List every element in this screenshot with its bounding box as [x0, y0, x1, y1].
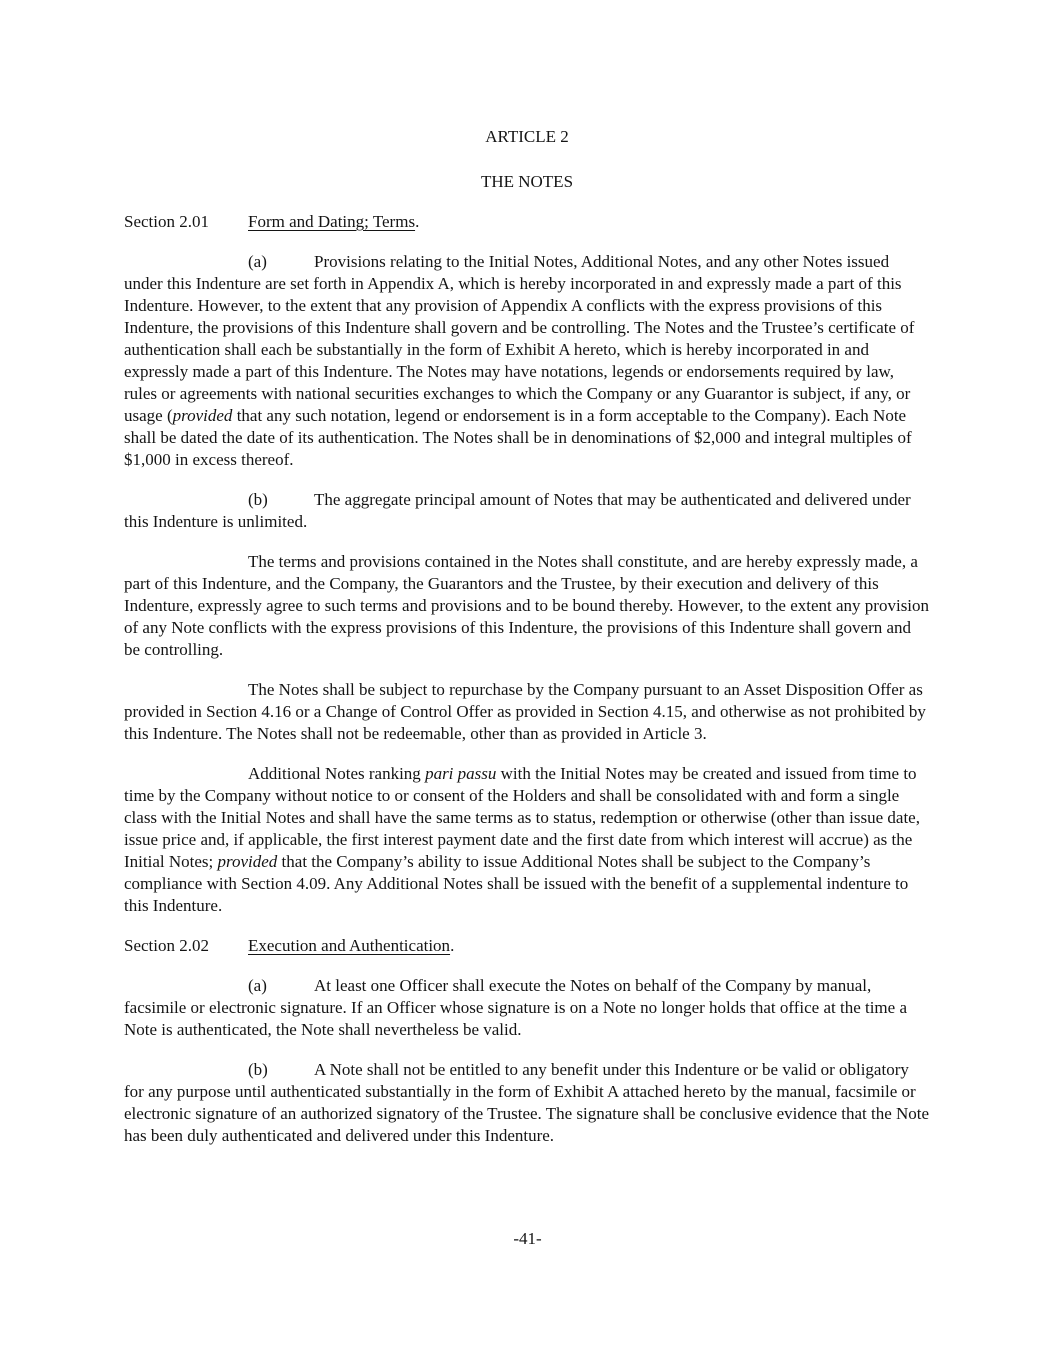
paragraph-text: A Note shall not be entitled to any benefit under this Indenture or be valid or obligatory for any purpose until authenticated substantially in the form of Exhibit A attached hereto by the manual, facsimile or electronic signature of an authorized signatory of the Trustee. The signature shall be conclusive evidence that the Note has been duly authenticated and delivered under this Indenture. [124, 1060, 930, 1145]
paragraph-label: (b) [248, 1060, 268, 1079]
section-title: Execution and Authentication [248, 936, 451, 955]
paragraph-text: that the Company’s ability to issue Additional Notes shall be subject to the Company’s compliance with Section 4.09. Any Additional Notes shall be issued with the benefit of a supplemental indenture to this Indenture. [124, 852, 909, 915]
section-number: Section 2.01 [124, 212, 209, 231]
section-heading-2-02 [124, 935, 930, 957]
italic-term-provided: provided [172, 406, 233, 425]
section-number: Section 2.02 [124, 936, 209, 955]
paragraph-2-02-b [124, 1059, 930, 1147]
section-title-period: . [415, 212, 420, 231]
section-title-period: . [450, 936, 455, 955]
paragraph-text: The Notes shall be subject to repurchase by the Company pursuant to an Asset Disposition Offer as provided in Section 4.16 or a Change of Control Offer as provided in Section 4.15, and otherwise as not prohibited by this Indenture. The Notes shall not be redeemable, other than as provided in Article 3. [124, 680, 926, 743]
paragraph-2-01-a [124, 251, 930, 471]
paragraph-repurchase [124, 679, 930, 745]
section-title: Form and Dating; Terms [248, 212, 416, 231]
article-title: THE NOTES [480, 172, 574, 191]
paragraph-text: Provisions relating to the Initial Notes, Additional Notes, and any other Notes issued under this Indenture are set forth in Appendix A, which is hereby incorporated in and expressly made a part of this Indenture. However, to the extent that any provision of Appendix A conflicts with the express provisions of this Indenture, the provisions of this Indenture shall govern and be controlling. The Notes and the Trustee’s certificate of authentication shall each be substantially in the form of Exhibit A hereto, which is hereby incorporated in and expressly made a part of this Indenture. The Notes may have notations, legends or endorsements required by law, rules or agreements with national securities exchanges to which the Company or any Guarantor is subject, if any, or usage ( [124, 252, 915, 425]
paragraph-label: (b) [248, 490, 268, 509]
paragraph-label: (a) [248, 252, 267, 271]
article-heading: ARTICLE 2 [485, 127, 569, 146]
italic-term-provided: provided [217, 852, 278, 871]
paragraph-text: The aggregate principal amount of Notes that may be authenticated and delivered under this Indenture is unlimited. [124, 490, 911, 531]
paragraph-additional-notes [124, 763, 930, 917]
paragraph-text: The terms and provisions contained in the Notes shall constitute, and are hereby expressly made, a part of this Indenture, and the Company, the Guarantors and the Trustee, by their execution and delivery of this Indenture, expressly agree to such terms and provisions and to be bound thereby. However, to the extent any provision of any Note conflicts with the express provisions of this Indenture, the provisions of this Indenture shall govern and be controlling. [124, 552, 930, 659]
page-number: -41- [513, 1229, 542, 1248]
paragraph-label: (a) [248, 976, 267, 995]
paragraph-text: At least one Officer shall execute the Notes on behalf of the Company by manual, facsimile or electronic signature. If an Officer whose signature is on a Note no longer holds that office at the time a Note is authenticated, the Note shall nevertheless be valid. [124, 976, 907, 1039]
section-heading-2-01 [124, 211, 930, 233]
paragraph-2-02-a [124, 975, 930, 1041]
paragraph-text: Additional Notes ranking [248, 764, 426, 783]
paragraph-terms-and-provisions [124, 551, 930, 661]
italic-term-pari-passu: pari passu [425, 764, 497, 783]
paragraph-text: with the Initial Notes may be created and issued from time to time by the Company without notice to or consent of the Holders and shall be consolidated with and form a single class with the Initial Notes and shall have the same terms as to status, redemption or otherwise (other than issue date, issue price and, if applicable, the first interest payment date and the first date from which interest will accrue) as the Initial Notes; [124, 764, 920, 871]
paragraph-text: that any such notation, legend or endorsement is in a form acceptable to the Company). Each Note shall be dated the date of its authentication. The Notes shall be in denominations of $2,000 and integral multiples of $1,000 in excess thereof. [124, 406, 912, 469]
paragraph-2-01-b [124, 489, 930, 533]
